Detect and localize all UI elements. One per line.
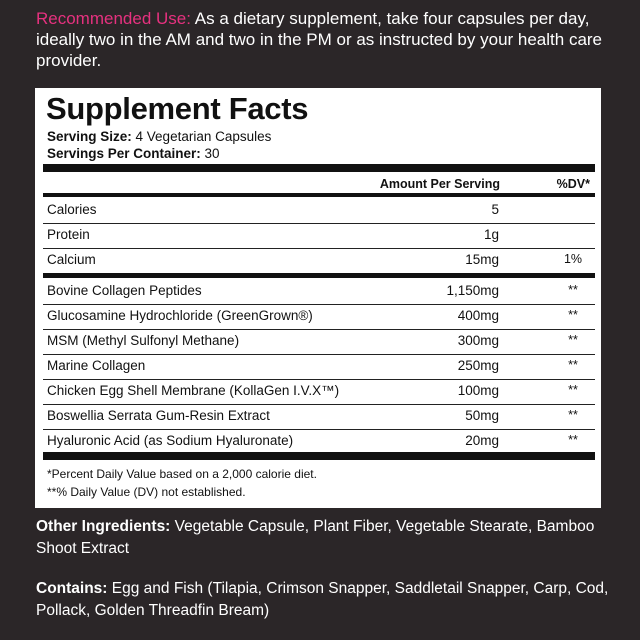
serving-size-label: Serving Size: — [47, 129, 132, 144]
nutrient-dv: 1% — [563, 252, 583, 266]
top-thick-bar — [43, 164, 595, 172]
nutrient-amount: 300mg — [457, 333, 499, 348]
nutrient-dv: ** — [568, 308, 578, 322]
nutrient-row — [36, 248, 600, 273]
nutrient-name: Calcium — [47, 252, 96, 267]
nutrient-amount: 15mg — [465, 252, 499, 267]
nutrient-name: Marine Collagen — [47, 358, 146, 373]
nutrient-row — [36, 429, 600, 454]
other-ingredients-label: Other Ingredients: — [36, 518, 171, 535]
footnote-not-established: **% Daily Value (DV) not established. — [47, 485, 246, 499]
mid-bar — [43, 273, 595, 278]
contains — [36, 578, 626, 622]
nutrient-row — [36, 304, 600, 329]
nutrient-dv: ** — [568, 433, 578, 447]
nutrient-name: MSM (Methyl Sulfonyl Methane) — [47, 333, 240, 348]
nutrient-amount: 1,150mg — [446, 283, 499, 298]
nutrient-dv: ** — [568, 358, 578, 372]
nutrient-amount: 50mg — [465, 408, 499, 423]
recommended-use — [36, 8, 626, 71]
facts-title: Supplement Facts — [46, 91, 309, 126]
recommended-use-text: As a dietary supplement, take four capsules per day, ideally two in the AM and two in the PM or as instructed by your health care provider. — [36, 9, 603, 70]
servings-label: Servings Per Container: — [47, 146, 201, 161]
servings-value: 30 — [200, 146, 220, 161]
nutrient-name: Glucosamine Hydrochloride (GreenGrown®) — [47, 308, 313, 323]
nutrient-name: Protein — [47, 227, 90, 242]
nutrient-row — [36, 198, 600, 223]
nutrient-row — [36, 354, 600, 379]
nutrient-dv: ** — [568, 408, 578, 422]
header-dv: %DV* — [556, 177, 590, 191]
nutrient-name: Chicken Egg Shell Membrane (KollaGen I.V.X™) — [47, 383, 340, 398]
nutrient-row — [36, 223, 600, 248]
nutrient-amount: 20mg — [465, 433, 499, 448]
nutrient-row — [36, 404, 600, 429]
nutrient-amount: 100mg — [457, 383, 499, 398]
nutrient-amount: 250mg — [457, 358, 499, 373]
contains-label: Contains: — [36, 580, 108, 597]
nutrient-row — [36, 329, 600, 354]
recommended-use-label: Recommended Use: — [36, 9, 191, 28]
serving-size-value: 4 Vegetarian Capsules — [131, 129, 272, 144]
contains-text: Egg and Fish (Tilapia, Crimson Snapper, Saddletail Snapper, Carp, Cod, Pollack, Golden Threadfin Bream) — [36, 580, 609, 619]
header-bar — [43, 193, 595, 197]
supplement-facts-panel — [35, 88, 601, 508]
nutrient-row — [36, 379, 600, 404]
nutrient-amount: 5 — [491, 202, 499, 217]
nutrient-name: Bovine Collagen Peptides — [47, 283, 202, 298]
nutrient-amount: 400mg — [457, 308, 499, 323]
servings-per-container — [47, 146, 220, 161]
other-ingredients — [36, 516, 626, 560]
nutrient-name: Calories — [47, 202, 97, 217]
nutrient-amount: 1g — [483, 227, 499, 242]
serving-size — [47, 129, 271, 144]
footnote-dv: *Percent Daily Value based on a 2,000 calorie diet. — [47, 467, 317, 481]
nutrient-name: Hyaluronic Acid (as Sodium Hyaluronate) — [47, 433, 294, 448]
header-amount: Amount Per Serving — [379, 177, 500, 191]
nutrient-dv: ** — [568, 333, 578, 347]
nutrient-row — [36, 279, 600, 304]
nutrient-dv: ** — [568, 283, 578, 297]
other-ingredients-text: Vegetable Capsule, Plant Fiber, Vegetable Stearate, Bamboo Shoot Extract — [36, 518, 595, 557]
nutrient-dv: ** — [568, 383, 578, 397]
nutrient-name: Boswellia Serrata Gum-Resin Extract — [47, 408, 270, 423]
